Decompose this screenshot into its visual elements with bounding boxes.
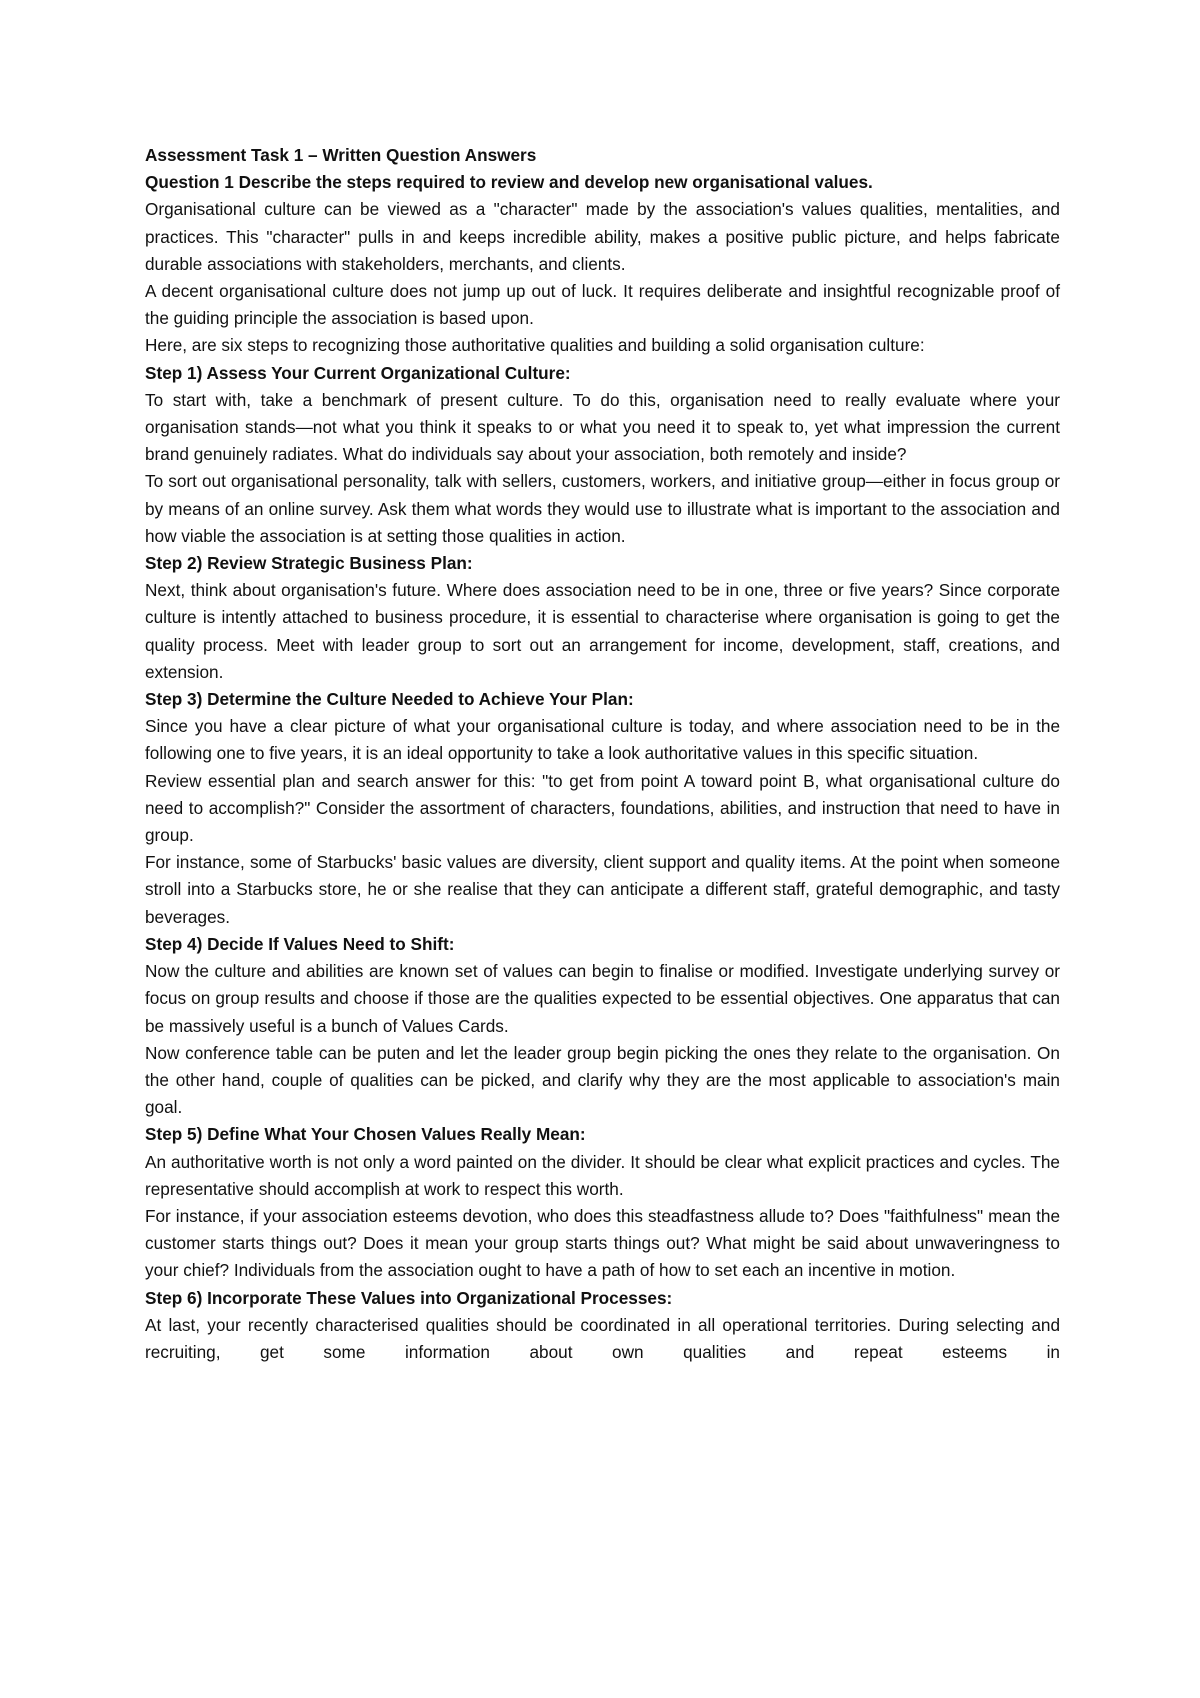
document-page	[145, 142, 1060, 1366]
step-paragraph: To sort out organisational personality, talk with sellers, customers, workers, and initiative group—either in focus group or by means of an online survey. Ask them what words they would use to illustrate what is important to the association and how viable the association is at setting those qualities in action.	[145, 471, 1060, 546]
step-heading: Step 5) Define What Your Chosen Values Really Mean:	[145, 1124, 586, 1145]
step-heading: Step 1) Assess Your Current Organizational Culture:	[145, 362, 571, 383]
step-heading: Step 6) Incorporate These Values into Organizational Processes:	[145, 1287, 673, 1308]
step-paragraph: Next, think about organisation's future. Where does association need to be in one, three or five years? Since corporate culture is intently attached to business procedure, it is essential to characterise where organisation is going to get the quality process. Meet with leader group to sort out an arrangement for income, development, staff, creations, and extension.	[145, 580, 1060, 682]
intro-paragraph: Here, are six steps to recognizing those authoritative qualities and building a solid organisation culture:	[145, 335, 925, 356]
step-paragraph: At last, your recently characterised qualities should be coordinated in all operational territories. During selecting and recruiting, get some information about own qualities and repeat esteems in	[145, 1314, 1060, 1362]
step-heading: Step 4) Decide If Values Need to Shift:	[145, 933, 455, 954]
step-paragraph: Now the culture and abilities are known set of values can begin to finalise or modified. Investigate underlying survey or focus on group results and choose if those are the qualities expected to be essential objectives. One apparatus that can be massively useful is a bunch of Values Cards.	[145, 961, 1060, 1036]
step-paragraph: An authoritative worth is not only a word painted on the divider. It should be clear what explicit practices and cycles. The representative should accomplish at work to respect this worth.	[145, 1151, 1060, 1199]
step-paragraph: Since you have a clear picture of what your organisational culture is today, and where association need to be in the following one to five years, it is an ideal opportunity to take a look authoritative values in this specific situation.	[145, 716, 1060, 764]
question-heading: Question 1 Describe the steps required to review and develop new organisational values.	[145, 172, 873, 193]
document-title: Assessment Task 1 – Written Question Answers	[145, 145, 537, 165]
intro-paragraph: A decent organisational culture does not jump up out of luck. It requires deliberate and insightful recognizable proof of the guiding principle the association is based upon.	[145, 281, 1060, 329]
intro-paragraph: Organisational culture can be viewed as a "character" made by the association's values qualities, mentalities, and practices. This "character" pulls in and keeps incredible ability, makes a positive public picture, and helps fabricate durable associations with stakeholders, merchants, and clients.	[145, 199, 1060, 274]
step-paragraph: For instance, if your association esteems devotion, who does this steadfastness allude to? Does "faithfulness" mean the customer starts things out? Does it mean your group starts things out? What might be said about unwaveringness to your chief? Individuals from the association ought to have a path of how to set each an incentive in motion.	[145, 1205, 1060, 1281]
step-paragraph: Review essential plan and search answer for this: "to get from point A toward point B, what organisational culture do need to accomplish?" Consider the assortment of characters, foundations, abilities, and instruction that need to have in group.	[145, 770, 1060, 846]
step-paragraph: To start with, take a benchmark of present culture. To do this, organisation need to really evaluate where your organisation stands—not what you think it speaks to or what you need it to speak to, yet what impression the current brand genuinely radiates. What do individuals say about your association, both remotely and inside?	[145, 389, 1060, 465]
step-paragraph: For instance, some of Starbucks' basic values are diversity, client support and quality items. At the point when someone stroll into a Starbucks store, he or she realise that they can anticipate a different staff, grateful demographic, and tasty beverages.	[145, 852, 1060, 927]
step-paragraph: Now conference table can be puten and let the leader group begin picking the ones they relate to the organisation. On the other hand, couple of qualities can be picked, and clarify why they are the most applicable to association's main goal.	[145, 1042, 1060, 1118]
step-heading: Step 3) Determine the Culture Needed to Achieve Your Plan:	[145, 689, 634, 710]
step-heading: Step 2) Review Strategic Business Plan:	[145, 553, 473, 574]
